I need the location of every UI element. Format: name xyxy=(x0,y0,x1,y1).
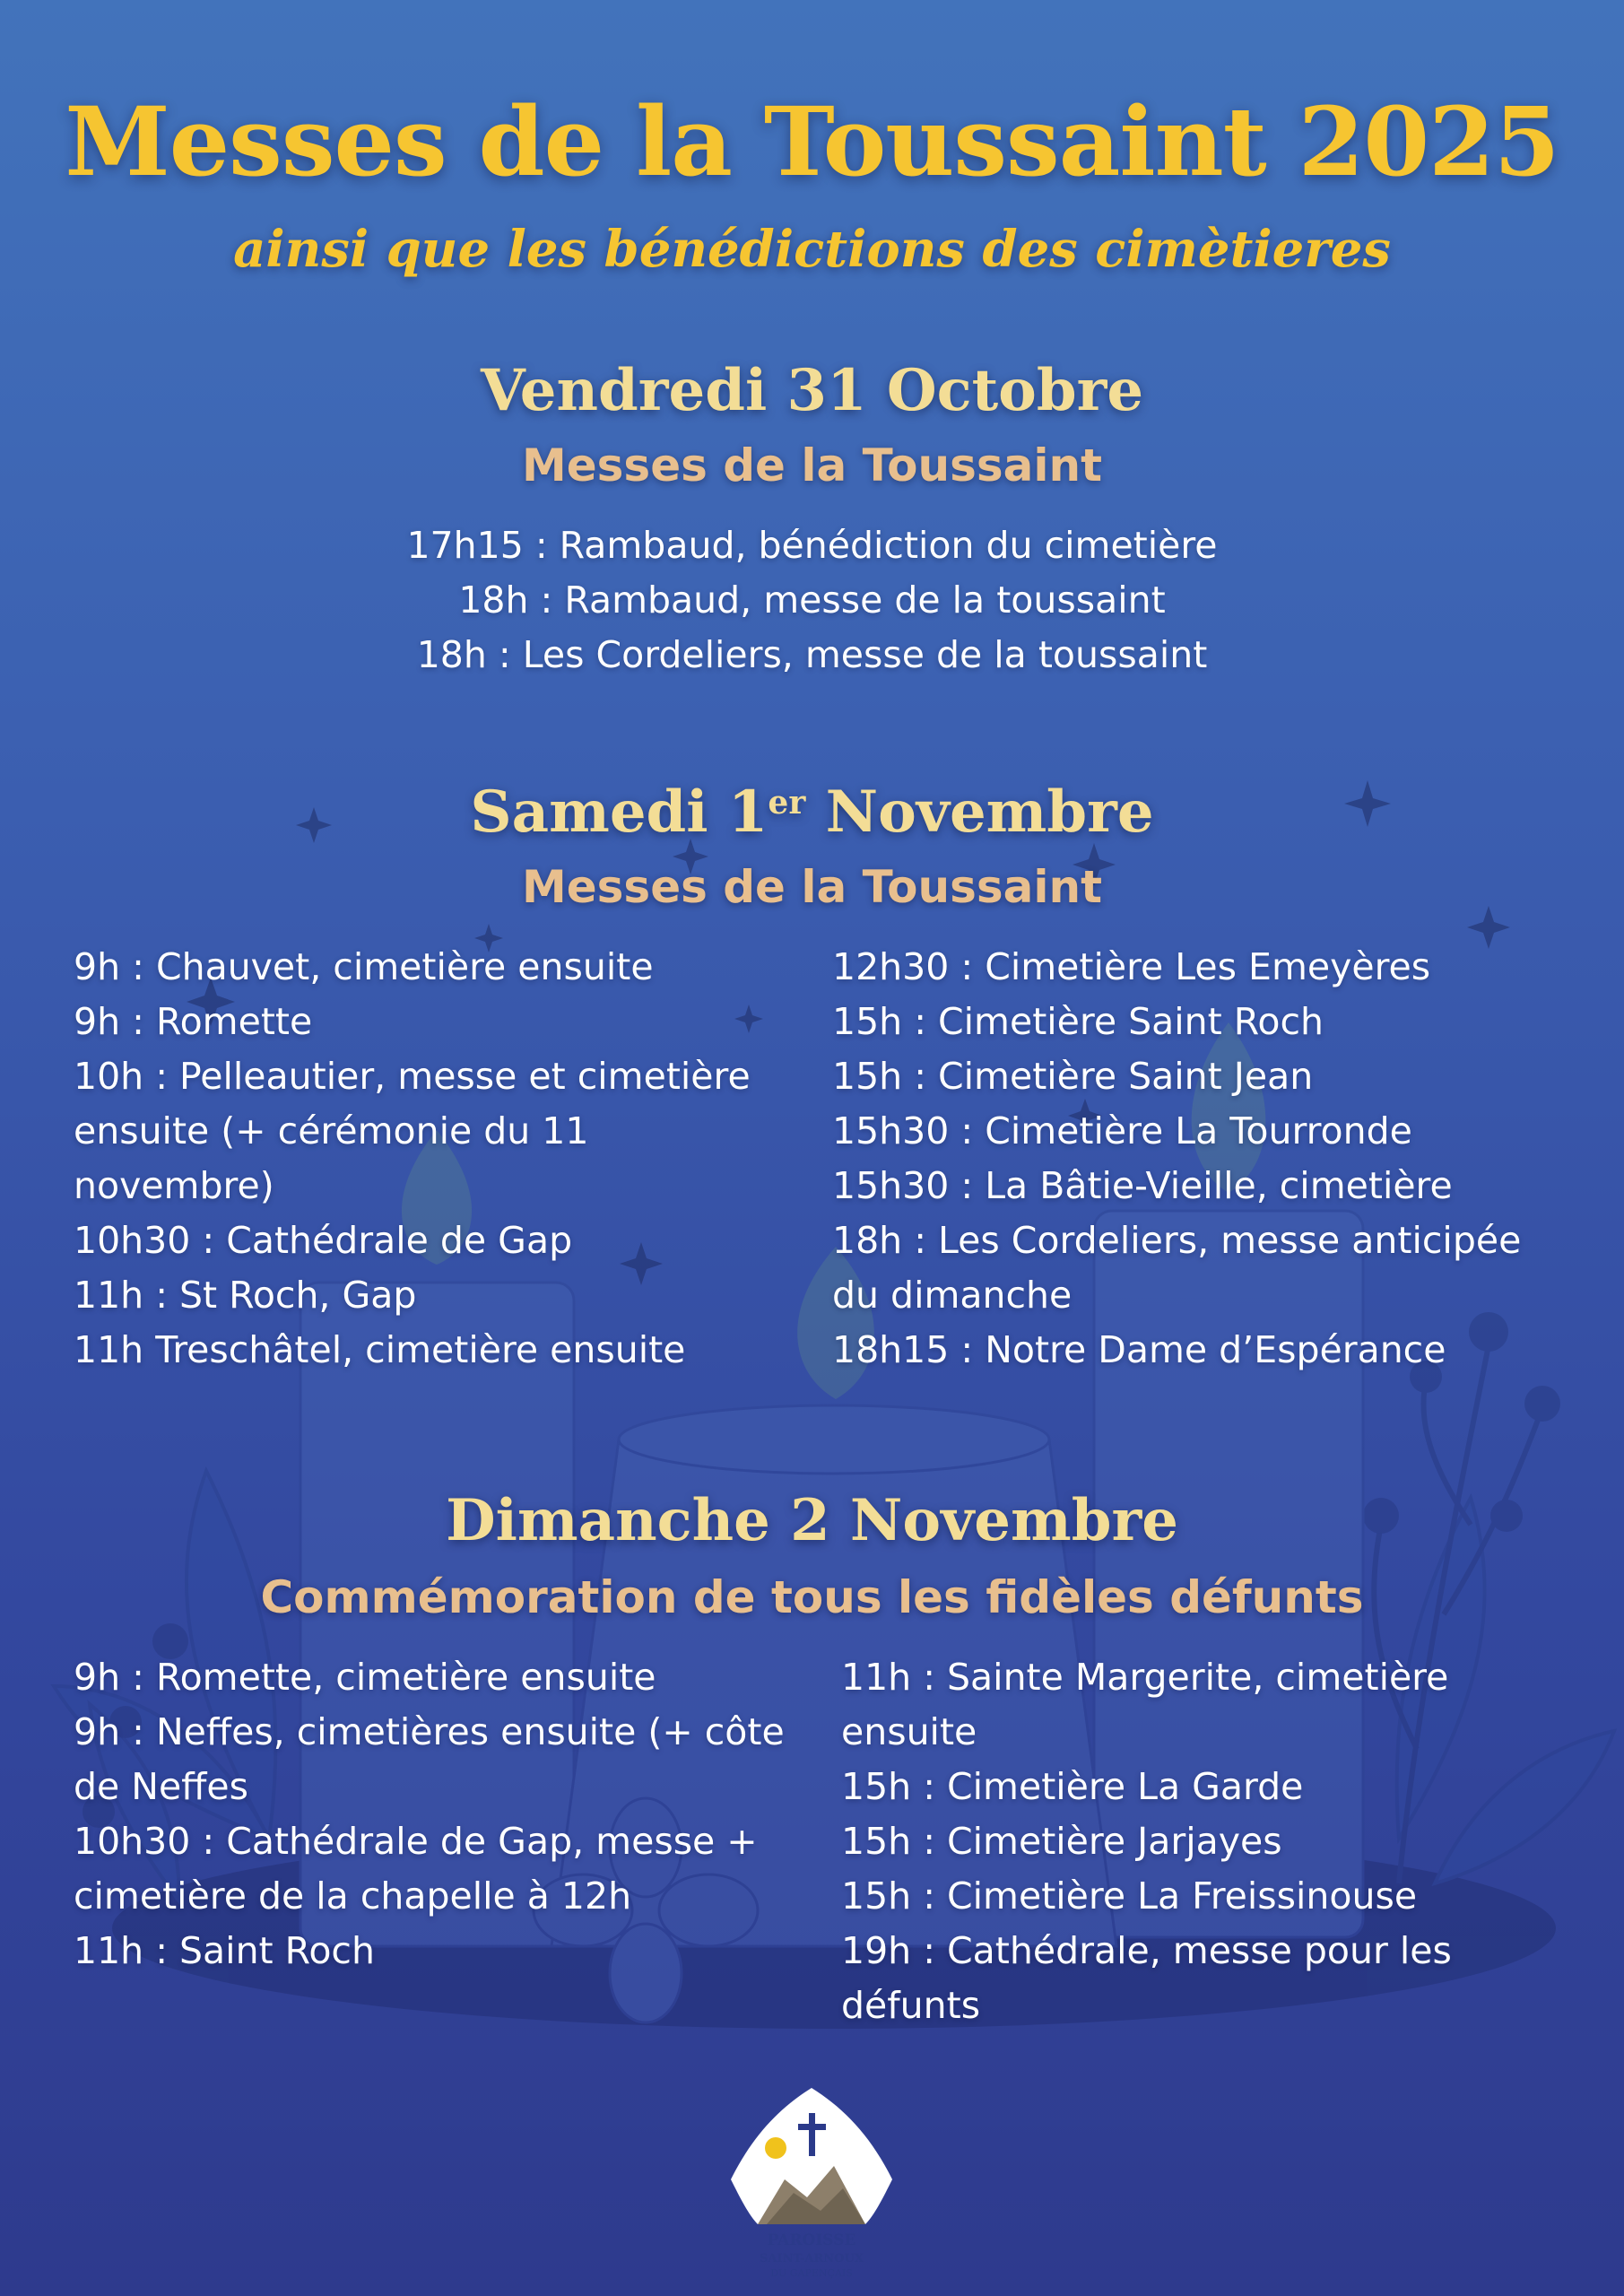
day-heading-saturday-ordinal: er xyxy=(768,784,806,822)
poster-subtitle: ainsi que les bénédictions des cimètieres xyxy=(233,220,1391,279)
day-heading-sunday: Dimanche 2 Novembre xyxy=(446,1487,1178,1554)
schedule-line: cimetière de la chapelle à 12h xyxy=(74,1874,632,1918)
logo-line-1: PAROISSE xyxy=(767,2231,856,2249)
schedule-line: 9h : Romette xyxy=(74,1000,313,1043)
section-subtitle-saturday: Messes de la Toussaint xyxy=(522,861,1102,913)
schedule-line: 15h : Cimetière La Freissinouse xyxy=(841,1874,1418,1918)
section-subtitle-friday: Messes de la Toussaint xyxy=(522,439,1102,491)
logo-line-2: SAINT-ARNOUX xyxy=(760,2252,864,2266)
schedule-line: de Neffes xyxy=(74,1765,249,1808)
schedule-line: du dimanche xyxy=(832,1274,1073,1317)
section-subtitle-sunday: Commémoration de tous les fidèles défunts xyxy=(260,1571,1364,1623)
schedule-line: 11h : Saint Roch xyxy=(74,1929,375,1972)
schedule-line: novembre) xyxy=(74,1164,274,1207)
schedule-line: défunts xyxy=(841,1984,981,2027)
poster-title: Messes de la Toussaint 2025 xyxy=(65,85,1559,197)
schedule-sunday-right xyxy=(841,1650,1452,2033)
schedule-line: 15h30 : La Bâtie-Vieille, cimetière xyxy=(832,1164,1453,1207)
schedule-line: ensuite (+ cérémonie du 11 xyxy=(74,1109,589,1152)
day-heading-saturday xyxy=(0,778,1624,846)
schedule-line: 10h30 : Cathédrale de Gap, messe + xyxy=(74,1820,758,1863)
schedule-line: 11h Treschâtel, cimetière ensuite xyxy=(74,1328,686,1371)
day-heading-saturday-suffix: Novembre xyxy=(805,778,1154,846)
schedule-line: 15h : Cimetière Saint Roch xyxy=(832,1000,1324,1043)
sun-icon xyxy=(765,2137,786,2159)
schedule-line: 18h : Rambaud, messe de la toussaint xyxy=(458,578,1166,622)
schedule-line: 19h : Cathédrale, messe pour les xyxy=(841,1929,1452,1972)
schedule-line: 15h : Cimetière Jarjayes xyxy=(841,1820,1282,1863)
schedule-line: 11h : St Roch, Gap xyxy=(74,1274,417,1317)
schedule-saturday-right xyxy=(832,940,1521,1378)
day-heading-friday: Vendredi 31 Octobre xyxy=(480,357,1144,424)
schedule-sunday-left xyxy=(74,1650,785,1979)
schedule-line: 15h30 : Cimetière La Tourronde xyxy=(832,1109,1412,1152)
schedule-line: 18h : Les Cordeliers, messe anticipée xyxy=(832,1219,1522,1262)
schedule-line: 10h : Pelleautier, messe et cimetière xyxy=(74,1055,751,1098)
schedule-line: 15h : Cimetière Saint Jean xyxy=(832,1055,1314,1098)
schedule-line: 18h : Les Cordeliers, messe de la toussaint xyxy=(416,633,1208,676)
schedule-line: 10h30 : Cathédrale de Gap xyxy=(74,1219,573,1262)
schedule-line: 18h15 : Notre Dame d’Espérance xyxy=(832,1328,1446,1371)
schedule-friday xyxy=(0,518,1624,683)
schedule-line: 17h15 : Rambaud, bénédiction du cimetière xyxy=(406,524,1218,567)
schedule-line: 9h : Romette, cimetière ensuite xyxy=(74,1656,656,1699)
logo-line-3: DU GAPENÇAIS xyxy=(770,2267,853,2279)
schedule-line: 12h30 : Cimetière Les Emeyères xyxy=(832,945,1431,988)
schedule-line: 9h : Neffes, cimetières ensuite (+ côte xyxy=(74,1710,785,1753)
schedule-line: 15h : Cimetière La Garde xyxy=(841,1765,1304,1808)
schedule-line: 9h : Chauvet, cimetière ensuite xyxy=(74,945,654,988)
parish-logo xyxy=(722,2081,901,2287)
day-heading-saturday-prefix: Samedi 1 xyxy=(470,778,769,846)
schedule-line: ensuite xyxy=(841,1710,977,1753)
schedule-line: 11h : Sainte Margerite, cimetière xyxy=(841,1656,1449,1699)
schedule-saturday-left xyxy=(74,940,751,1378)
